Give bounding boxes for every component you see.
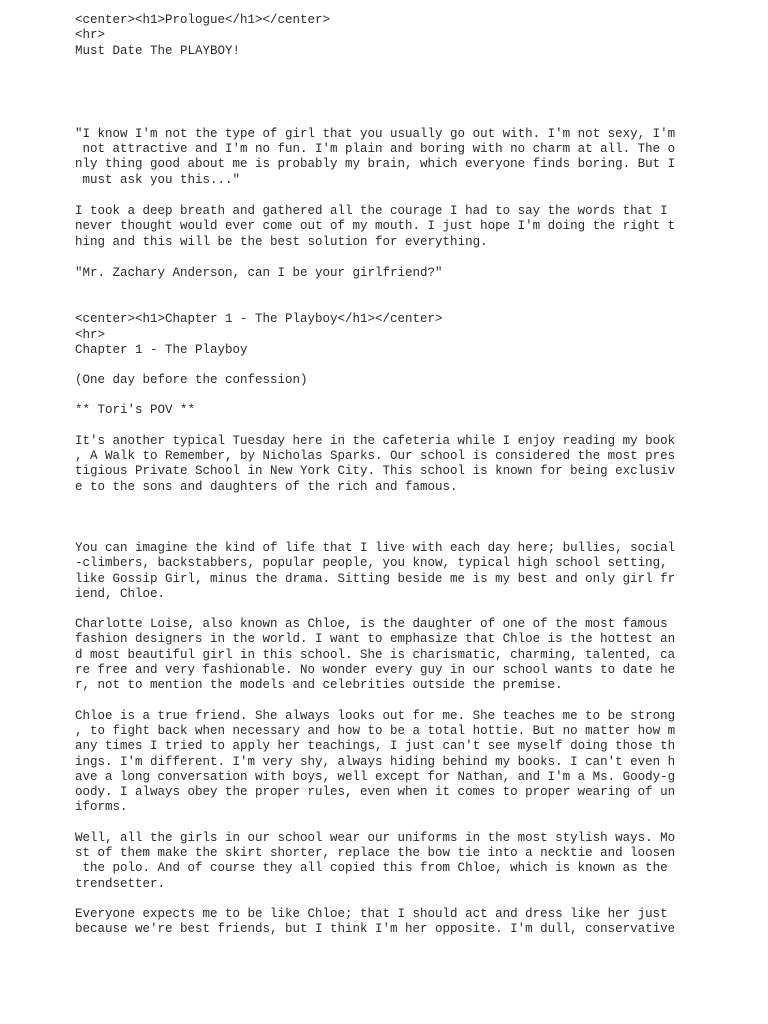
chapter-paragraph-2: You can imagine the kind of life that I live with each day here; bullies, social -climbers, backstabbers, popular people, you know, typical high school setting, like Gossip Girl, minus the drama. Sitting beside me is my best and only girl fr iend, Chloe.	[75, 540, 676, 601]
chapter-paragraph-6: Everyone expects me to be like Chloe; that I should act and dress like her just because we're best friends, but I think I'm her opposite. I'm dull, conservative	[75, 906, 676, 937]
chapter-timing-note: (One day before the confession)	[75, 373, 308, 388]
document-page	[75, 13, 675, 937]
chapter-paragraph-5: Well, all the girls in our school wear our uniforms in the most stylish ways. Mo st of them make the skirt shorter, replace the bow tie into a necktie and loosen the polo. And of course they all copied this from Chloe, which is known as the trendsetter.	[75, 830, 676, 891]
prologue-narration-paragraph: I took a deep breath and gathered all the courage I had to say the words that I never thought would ever come out of my mouth. I just hope I'm doing the right t hing and this will be the best solution for everything.	[75, 204, 676, 249]
prologue-question-paragraph: "Mr. Zachary Anderson, can I be your girlfriend?"	[75, 265, 443, 280]
prologue-heading-block: <center><h1>Prologue</h1></center> <hr> Must Date The PLAYBOY!	[75, 13, 331, 58]
chapter-pov-marker: ** Tori's POV **	[75, 403, 196, 418]
chapter-paragraph-3: Charlotte Loise, also known as Chloe, is the daughter of one of the most famous fashion designers in the world. I want to emphasize that Chloe is the hottest an d most beautiful girl in this school. She is charismatic, charming, talented, ca re free and very fashionable. No wonder every guy in our school wants to date he r, not to mention the models and celebrities outside the premise.	[75, 617, 676, 693]
chapter-heading-block: <center><h1>Chapter 1 - The Playboy</h1></center> <hr> Chapter 1 - The Playboy	[75, 312, 443, 357]
chapter-paragraph-1: It's another typical Tuesday here in the cafeteria while I enjoy reading my book , A Walk to Remember, by Nicholas Sparks. Our school is considered the most pres tigious Private School in New York City. This school is known for being exclusiv e to the sons and daughters of the rich and famous.	[75, 433, 676, 494]
chapter-paragraph-4: Chloe is a true friend. She always looks out for me. She teaches me to be strong , to fight back when necessary and how to be a total hottie. But no matter how m any times I tried to apply her teachings, I just can't see myself doing those th ings. I'm different. I'm very shy, always hiding behind my books. I can't even h ave a long conversation with boys, well except for Nathan, and I'm a Ms. Goody-g oody. I always obey the proper rules, even when it comes to proper wearing of un iforms.	[75, 708, 676, 815]
prologue-quote-paragraph: "I know I'm not the type of girl that you usually go out with. I'm not sexy, I'm not attractive and I'm no fun. I'm plain and boring with no charm at all. The o nly thing good about me is probably my brain, which everyone finds boring. But I must ask you this..."	[75, 126, 676, 187]
